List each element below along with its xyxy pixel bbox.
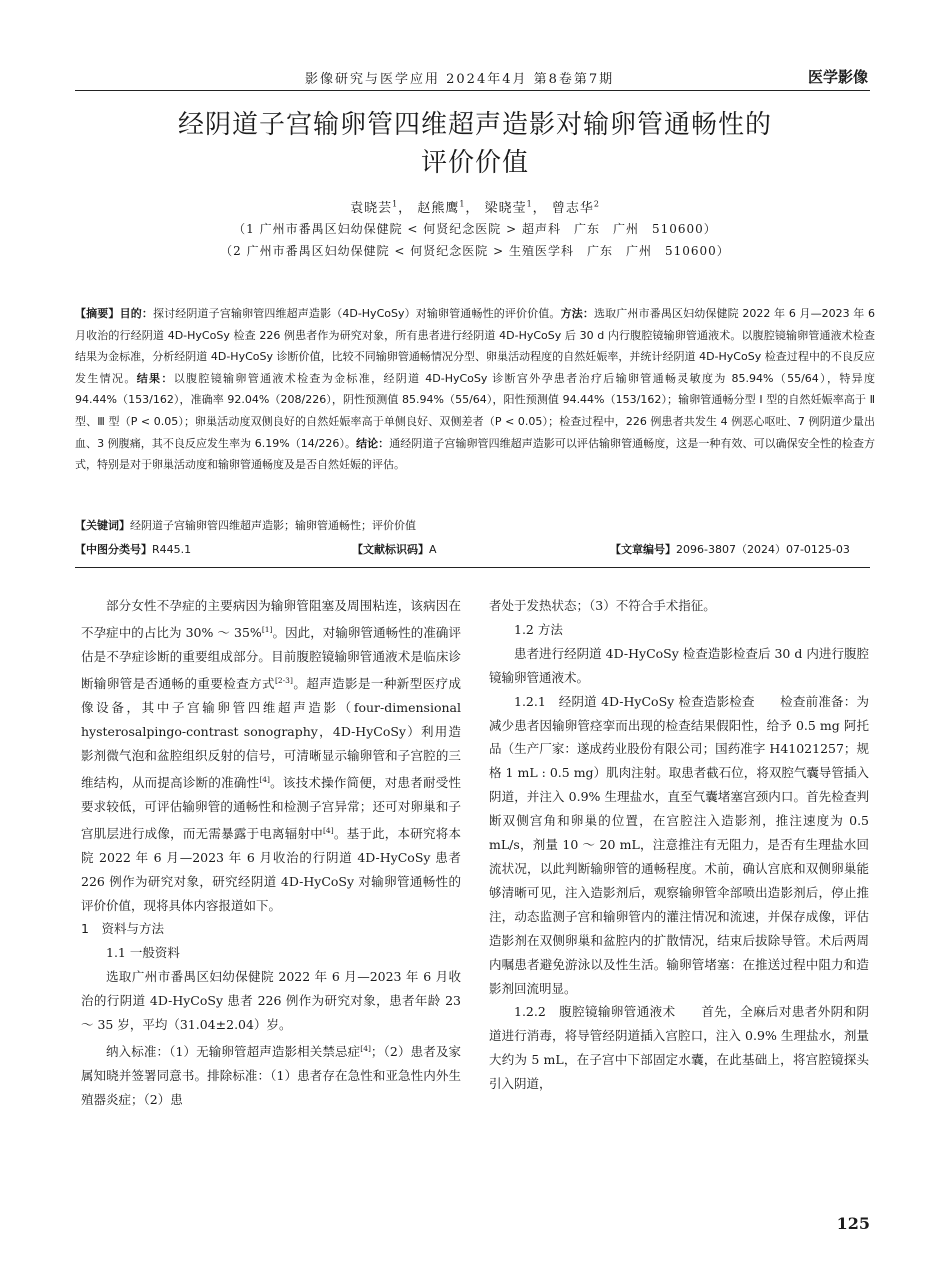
method-laparoscopy-paragraph: 1.2.2 腹腔镜输卵管通液术 首先，全麻后对患者外阴和阴道进行消毒，将导管经阴道插入宫腔口，注入 0.9% 生理盐水，剂量大约为 5 mL，在子宫中下部固定水囊，在此基础上，将宫腔镜探头引入阴道， <box>489 1004 869 1092</box>
author-affiliation-mark: 1 <box>459 199 466 209</box>
citation: [1] <box>261 624 273 634</box>
article-number <box>610 541 850 557</box>
journal-info: 影像研究与医学应用 2024年4月 第8卷第7期 <box>305 72 615 87</box>
affiliation-2: （2 广州市番禺区妇幼保健院 < 何贤纪念医院 > 生殖医学科 广东 广州 510600） <box>220 244 730 258</box>
section-tag: 医学影像 <box>807 68 868 86</box>
keywords <box>75 517 875 533</box>
affiliation-1: （1 广州市番禺区妇幼保健院 < 何贤纪念医院 > 超声科 广东 广州 510600） <box>233 222 717 236</box>
purpose-text: 探讨经阴道子宫输卵管四维超声造影（4D-HyCoSy）对输卵管通畅性的评价价值。 <box>152 307 561 320</box>
running-header <box>75 66 870 91</box>
keywords-label: 【关键词】 <box>75 519 130 532</box>
citation: [2-3] <box>274 675 293 685</box>
citation: [4] <box>259 774 270 784</box>
section-divider <box>75 567 870 568</box>
keywords-text: 经阴道子宫输卵管四维超声造影；输卵管通畅性；评价价值 <box>130 519 416 532</box>
subsection-heading-1-1: 1.1 一般资料 <box>106 945 180 961</box>
clc-number <box>75 541 191 557</box>
page-number: 125 <box>836 1214 870 1233</box>
doc-label: 【文献标识码】 <box>352 543 429 556</box>
doc-value: A <box>429 543 437 556</box>
clc-value: R445.1 <box>152 543 192 556</box>
document-code <box>352 541 437 557</box>
author: 赵熊鹰 <box>417 201 460 216</box>
title-line-1: 经阴道子宫输卵管四维超声造影对输卵管通畅性的 <box>177 110 772 140</box>
result-label: 结果： <box>136 371 174 385</box>
result-text: 以腹腔镜输卵管通液术检查为金标准，经阴道 4D-HyCoSy 诊断宫外孕患者治疗后输卵管通畅灵敏度为 85.94%（55/64），特异度 94.44%（153/162），准确率 92.04%（208/226），阴性预测值 85.94%（55/64），阳性预测值 94.44%（153/162）；输卵管通畅分型 Ⅰ 型的自然妊娠率高于 Ⅱ 型、Ⅲ 型（P < 0.05）；卵巢活动度双侧良好的自然妊娠率高于单侧良好、双侧差者（P < 0.05）；检查过程中，226 例患者共发生 4 例恶心呕吐、7 例阴道少量出血、3 例腹痛，其不良反应发生率为 6.19%（14/226）。 <box>75 371 875 450</box>
author: 袁晓芸 <box>350 201 393 216</box>
method-paragraph: 患者进行经阴道 4D-HyCoSy 检查造影检查后 30 d 内进行腹腔镜输卵管通液术。 <box>489 645 869 685</box>
article-title <box>75 106 875 182</box>
method-label: 方法： <box>560 307 594 320</box>
citation: [4] <box>323 825 334 835</box>
author: 曾志华 <box>551 201 594 216</box>
conclusion-text: 通经阴道子宫输卵管四维超声造影可以评估输卵管通畅度，这是一种有效、可以确保安全性的检查方式，特别是对于卵巢活动度和输卵管通畅度及是否自然妊娠的评估。 <box>75 436 876 472</box>
author-affiliation-mark: 2 <box>593 199 600 209</box>
title-line-2: 评价价值 <box>420 148 529 178</box>
citation: [4] <box>360 1043 371 1053</box>
body-column-left <box>81 594 461 1112</box>
method-4d-paragraph: 1.2.1 经阴道 4D-HyCoSy 检查造影检查 检查前准备：为减少患者因输卵管痉挛而出现的检查结果假阳性，给予 0.5 mg 阿托品（生产厂家：遂成药业股份有限公司；国药准字 H41021257；规格 1 mL : 0.5 mg）肌肉注射。取患者截石位，将双腔气囊导管插入阴道，并注入 0.9% 生理盐水，直至气囊堵塞宫颈内口。首先检查判断双侧宫角和卵巢的位置，在宫腔注入造影剂，推注速度为 0.5 mL/s，剂量 10 ～ 20 mL，注意推注有无阻力，是否有生理盐水回流状况，以此判断输卵管的通畅程度。术前，确认宫底和双侧卵巢能够清晰可见，注入造影剂后，观察输卵管伞部喷出造影剂后，停止推注，动态监测子宫和输卵管内的灌注情况和流速，并保存成像，评估造影剂在双侧卵巢和盆腔内的扩散情况，结束后拔除导管。术后两周内嘱患者避免游泳以及性生活。输卵管堵塞：在推送过程中阻力和造影剂回流明显。 <box>489 693 869 996</box>
clc-label: 【中图分类号】 <box>75 543 152 556</box>
subsection-heading-1-2: 1.2 方法 <box>514 621 563 637</box>
criteria-continued: 者处于发热状态；（3）不符合手术指征。 <box>489 598 716 613</box>
section-heading-1: 1 资料与方法 <box>81 921 164 937</box>
author-affiliation-mark: 1 <box>392 199 399 209</box>
author-list: 袁晓芸$^1$， 赵熊鹰$^1$， 梁晓莹$^1$， 曾志华$^2$ <box>350 199 600 216</box>
author-affiliation-mark: 1 <box>526 199 533 209</box>
general-data-paragraph: 选取广州市番禺区妇幼保健院 2022 年 6 月—2023 年 6 月收治的行阴道 4D-HyCoSy 患者 226 例作为研究对象，患者年龄 23 ～ 35 岁，平均（31.04±2.04）岁。 <box>81 969 461 1033</box>
criteria-paragraph: 纳入标准：（1）无输卵管超声造影相关禁忌症[4]；（2）患者及家属知晓并签署同意书。排除标准：（1）患者存在急性和亚急性内外生殖器炎症；（2）患 <box>81 1043 461 1107</box>
article-label: 【文章编号】 <box>610 543 676 556</box>
abstract-label: 【摘要】 <box>75 307 120 320</box>
abstract <box>75 303 875 476</box>
conclusion-label: 结论： <box>356 436 390 450</box>
intro-paragraph: 部分女性不孕症的主要病因为输卵管阻塞及周围粘连，该病因在不孕症中的占比为 30% ～ 35%[1]。因此，对输卵管通畅性的准确评估是不孕症诊断的重要组成部分。目前腹腔镜输卵管通液术是临床诊断输卵管是否通畅的重要检查方式[2-3]。超声造影是一种新型医疗成像设备，其中子宫输卵管四维超声造影（four-dimensional hysterosalpingo-contrast sonography，4D-HyCoSy）利用造影剂微气泡和盆腔组织反射的信号，可清晰显示输卵管和子宫腔的三维结构，从而提高诊断的准确性[4]。该技术操作简便，对患者耐受性要求较低，可评估输卵管的通畅性和检测子宫异常；还可对卵巢和子宫肌层进行成像，而无需暴露于电离辐射中[4]。基于此，本研究将本院 2022 年 6 月—2023 年 6 月收治的行阴道 4D-HyCoSy 患者 226 例作为研究对象，研究经阴道 4D-HyCoSy 对输卵管通畅性的评价价值，现将具体内容报道如下。 <box>81 598 461 913</box>
purpose-label: 目的： <box>119 307 153 320</box>
body-column-right <box>489 594 869 1096</box>
author: 梁晓莹 <box>484 201 527 216</box>
method-text: 选取广州市番禺区妇幼保健院 2022 年 6 月—2023 年 6 月收治的行经阴道 4D-HyCoSy 检查 226 例患者作为研究对象，所有患者进行经阴道 4D-HyCoSy 后 30 d 内行腹腔镜输卵管通液术。以腹腔镜输卵管通液术检查结果为金标准，分析经阴道 4D-HyCoSy 诊断价值，比较不同输卵管通畅情况分型、卵巢活动程度的自然妊娠率，并统计经阴道 4D-HyCoSy 检查过程中的不良反应发生情况。 <box>75 307 876 385</box>
article-value: 2096-3807（2024）07-0125-03 <box>676 543 850 556</box>
